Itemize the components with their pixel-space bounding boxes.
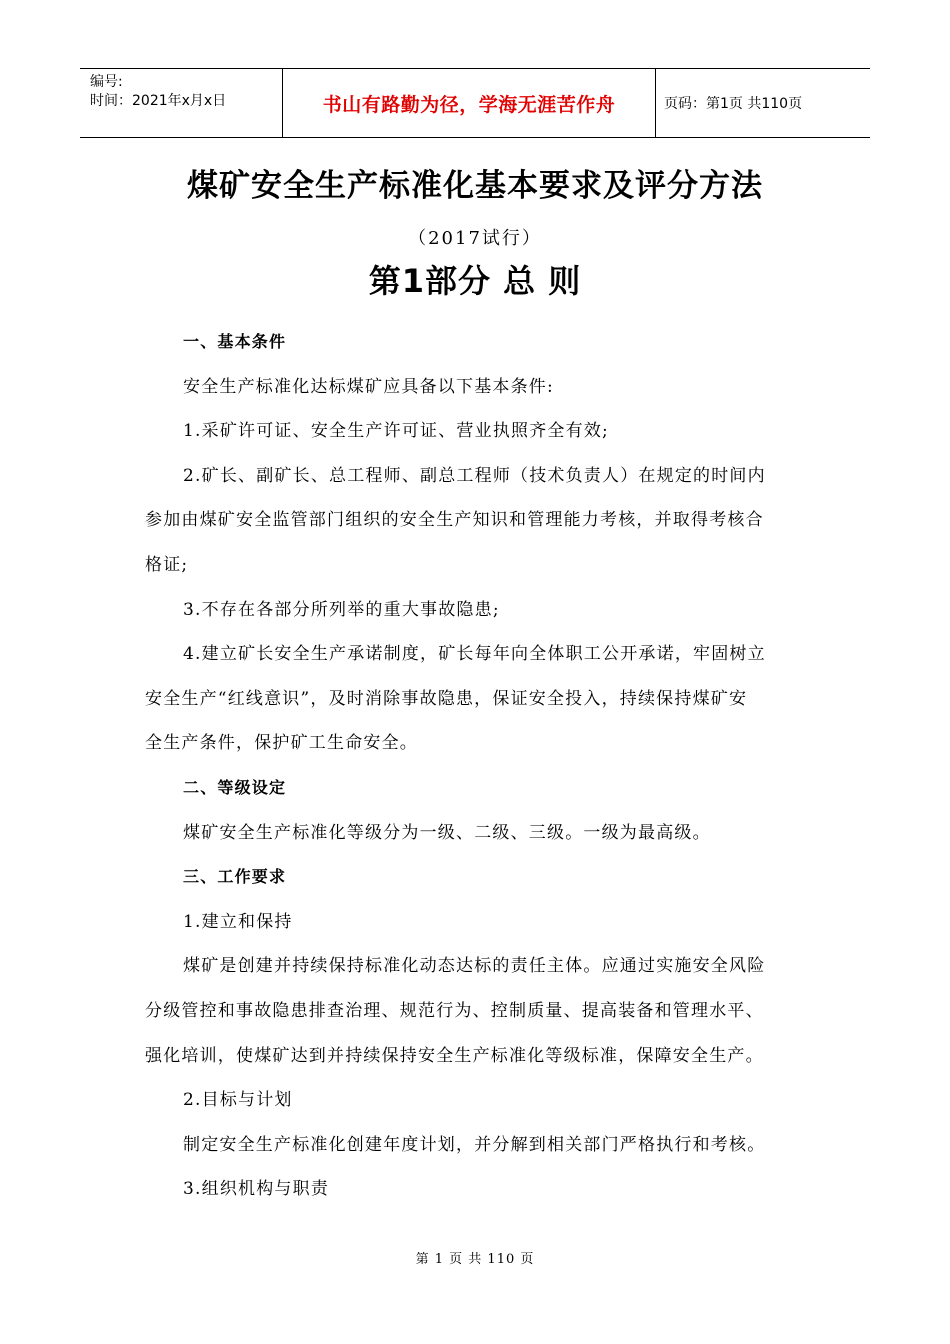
- header-motto: 书山有路勤为径，学海无涯苦作舟: [282, 69, 656, 137]
- paragraph: 4.建立矿长安全生产承诺制度，矿长每年向全体职工公开承诺，牢固树立: [183, 644, 766, 665]
- part-title: 第1部分 总 则: [368, 262, 582, 300]
- subsection-heading: 1.建立和保持: [183, 911, 293, 932]
- paragraph-continuation: 强化培训，使煤矿达到并持续保持安全生产标准化等级标准，保障安全生产。: [145, 1045, 764, 1066]
- paragraph-continuation: 参加由煤矿安全监管部门组织的安全生产知识和管理能力考核，并取得考核合: [145, 510, 764, 531]
- header-table: [80, 68, 870, 138]
- paragraph: 1.采矿许可证、安全生产许可证、营业执照齐全有效;: [183, 421, 609, 442]
- subsection-heading: 2.目标与计划: [183, 1090, 293, 1111]
- document-title: 煤矿安全生产标准化基本要求及评分方法: [187, 168, 763, 204]
- paragraph: 煤矿安全生产标准化等级分为一级、二级、三级。一级为最高级。: [183, 822, 711, 843]
- page-footer: 第 1 页 共 110 页: [415, 1252, 535, 1267]
- body-text: [145, 320, 810, 1212]
- document-subtitle: （2017试行）: [408, 228, 542, 249]
- header-page-info: 页码：第1页 共110页: [664, 96, 803, 112]
- paragraph: 煤矿是创建并持续保持标准化动态达标的责任主体。应通过实施安全风险: [183, 956, 766, 977]
- paragraph: 3.不存在各部分所列举的重大事故隐患;: [183, 599, 500, 620]
- paragraph-continuation: 安全生产“红线意识”，及时消除事故隐患，保证安全投入，持续保持煤矿安: [145, 688, 748, 709]
- paragraph-continuation: 格证;: [145, 554, 189, 575]
- subsection-heading: 3.组织机构与职责: [183, 1179, 330, 1200]
- section-heading-basic-conditions: 一、基本条件: [183, 332, 287, 351]
- section-heading-grade-setting: 二、等级设定: [183, 777, 287, 797]
- header-left-cell: [80, 69, 282, 137]
- document-date-label: 时间：2021年x月x日: [90, 93, 227, 109]
- document-number-label: 编号:: [90, 74, 123, 90]
- section-heading-work-requirements: 三、工作要求: [183, 867, 287, 887]
- paragraph-continuation: 全生产条件，保护矿工生命安全。: [145, 733, 418, 754]
- paragraph: 制定安全生产标准化创建年度计划，并分解到相关部门严格执行和考核。: [183, 1134, 766, 1155]
- paragraph: 安全生产标准化达标煤矿应具备以下基本条件:: [183, 376, 554, 397]
- paragraph: 2.矿长、副矿长、总工程师、副总工程师（技术负责人）在规定的时间内: [183, 465, 766, 486]
- paragraph-continuation: 分级管控和事故隐患排查治理、规范行为、控制质量、提高装备和管理水平、: [145, 1000, 764, 1021]
